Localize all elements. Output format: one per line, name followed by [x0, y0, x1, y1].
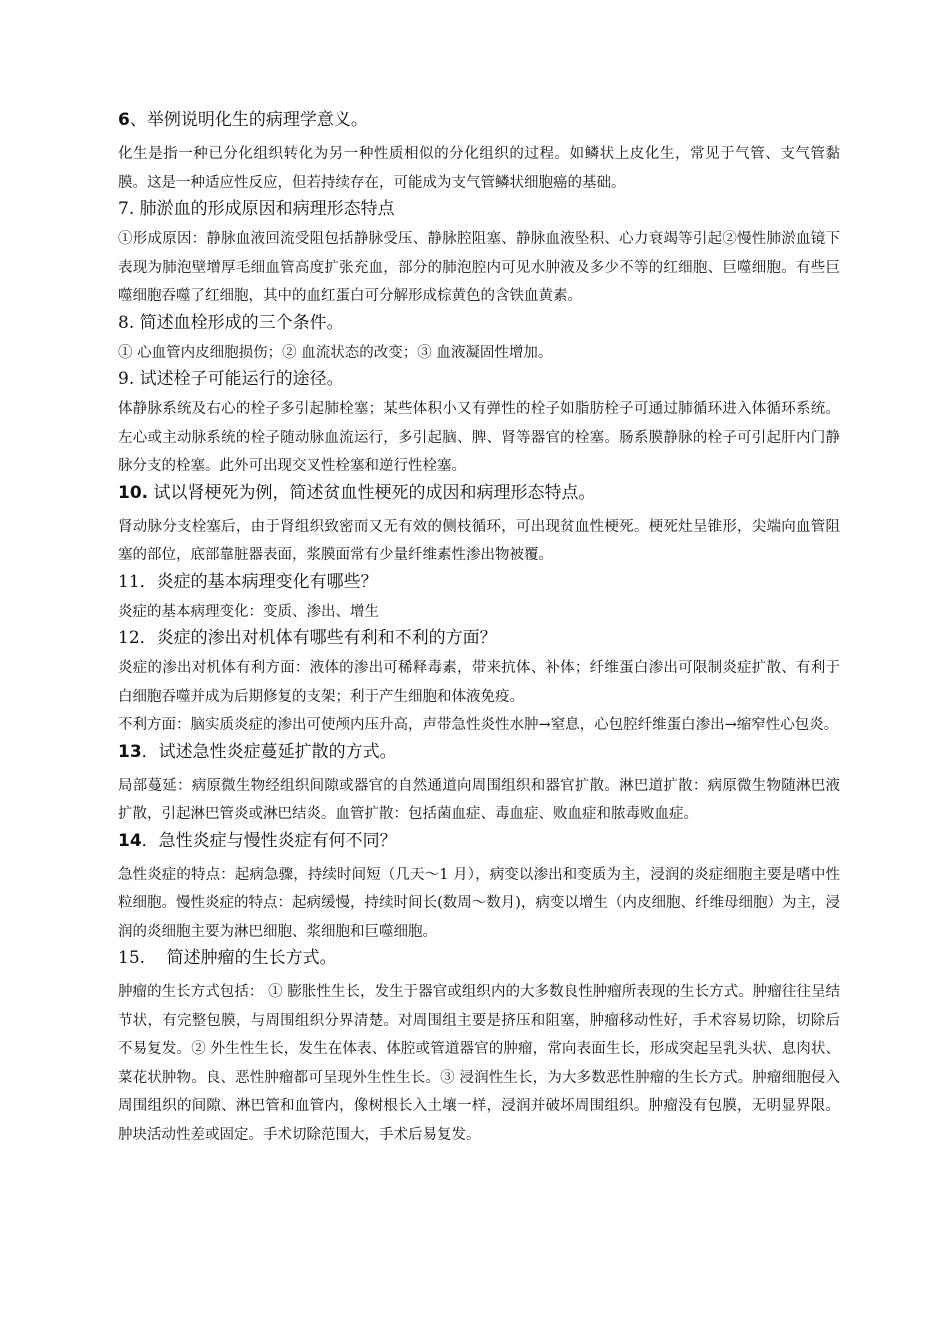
question-text: 简述肿瘤的生长方式。: [145, 948, 337, 968]
question-10: [118, 481, 840, 505]
question-text: 、举例说明化生的病理学意义。: [129, 110, 368, 130]
question-number: 15.: [118, 948, 146, 968]
question-text: ．试述急性炎症蔓延扩散的方式。: [141, 741, 397, 762]
answer-9: 体静脉系统及右心的栓子多引起肺栓塞；某些体积小又有弹性的栓子如脂肪栓子可通过肺循环进入体循环系统。左心或主动脉系统的栓子随动脉血流运行，多引起脑、脾、肾等器官的栓塞。肠系膜静脉的栓子可引起肝内门静脉分支的栓塞。此外可出现交叉性栓塞和逆行性栓塞。: [118, 401, 840, 474]
answer-7: ①形成原因：静脉血液回流受阻包括静脉受压、静脉腔阻塞、静脉血液坠积、心力衰竭等引起②慢性肺淤血镜下表现为肺泡壁增厚毛细血管高度扩张充血，部分的肺泡腔内可见水肿液及多少不等的红细胞、巨噬细胞。有些巨噬细胞吞噬了红细胞，其中的血红蛋白可分解形成棕黄色的含铁血黄素。: [118, 231, 840, 304]
question-12: [118, 626, 840, 650]
answer-15: 肿瘤的生长方式包括： ① 膨胀性生长，发生于器官或组织内的大多数良性肿瘤所表现的生长方式。肿瘤往往呈结节状，有完整包膜，与周围组织分界清楚。对周围组主要是挤压和阻塞，肿瘤移动性好，手术容易切除，切除后不易复发。② 外生性生长，发生在体表、体腔或管道器官的肿瘤，常向表面生长，形成突起呈乳头状、息肉状、菜花状肿物。良、恶性肿瘤都可呈现外生性生长。③ 浸润性生长，为大多数恶性肿瘤的生长方式。肿瘤细胞侵入周围组织的间隙、淋巴管和血管内，像树根长入土壤一样，浸润并破坏周围组织。肿瘤没有包膜，无明显界限。肿块活动性差或固定。手术切除范围大，手术后易复发。: [118, 984, 840, 1143]
answer-13: 局部蔓延：病原微生物经组织间隙或器官的自然通道向周围组织和器官扩散。淋巴道扩散：病原微生物随淋巴液扩散，引起淋巴管炎或淋巴结炎。血管扩散：包括菌血症、毒血症、败血症和脓毒败血症。: [118, 777, 840, 822]
answer-6: 化生是指一种已分化组织转化为另一种性质相似的分化组织的过程。如鳞状上皮化生，常见于气管、支气管黏膜。这是一种适应性反应，但若持续存在，可能成为支气管鳞状细胞癌的基础。: [118, 146, 840, 191]
question-9: [118, 367, 840, 391]
question-number: 8.: [118, 312, 135, 333]
answer-14: 急性炎症的特点：起病急骤，持续时间短（几天～1 月），病变以渗出和变质为主，浸润的炎症细胞主要是嗜中性粒细胞。慢性炎症的特点：起病缓慢，持续时间长(数周～数月)，病变以增生（内皮细胞、纤维母细胞）为主，浸润的炎细胞主要为淋巴细胞、浆细胞和巨噬细胞。: [118, 866, 840, 940]
question-15: [118, 946, 840, 970]
question-text: ．急性炎症与慢性炎症有何不同？: [141, 830, 397, 851]
question-6: [118, 108, 840, 132]
document-page: [118, 108, 840, 1149]
question-text: 试述栓子可能运行的途径。: [134, 369, 344, 389]
question-number: 6: [118, 110, 130, 130]
question-11: [118, 570, 840, 594]
answer-10: 肾动脉分支栓塞后，由于肾组织致密而又无有效的侧枝循环，可出现贫血性梗死。梗死灶呈锥形，尖端向血管阻塞的部位，底部靠脏器表面，浆膜面常有少量纤维素性渗出物被覆。: [118, 518, 840, 563]
question-number: 10.: [118, 482, 149, 503]
question-text: ．炎症的渗出对机体有哪些有利和不利的方面？: [139, 628, 497, 648]
answer-12-cons: 不利方面：脑实质炎症的渗出可使颅内压升高，声带急性炎性水肿→窒息，心包腔纤维蛋白渗出→缩窄性心包炎。: [118, 717, 839, 733]
question-text: ．炎症的基本病理变化有哪些？: [139, 571, 378, 592]
question-number: 9.: [118, 369, 135, 389]
question-number: 14: [118, 830, 142, 851]
question-text: 简述血栓形成的三个条件。: [134, 312, 344, 333]
answer-8: ① 心血管内皮细胞损伤；② 血流状态的改变；③ 血液凝固性增加。: [118, 344, 553, 361]
question-8: [118, 311, 840, 335]
question-14: [118, 829, 840, 853]
question-7: [118, 197, 840, 221]
question-13: [118, 740, 840, 764]
question-number: 12: [118, 628, 140, 648]
answer-11: 炎症的基本病理变化：变质、渗出、增生: [118, 603, 379, 620]
question-number: 13: [118, 741, 142, 762]
question-text: 试以肾梗死为例，简述贫血性梗死的成因和病理形态特点。: [148, 482, 596, 503]
question-number: 7.: [118, 199, 135, 219]
question-number: 11: [118, 571, 140, 592]
question-text: 肺淤血的形成原因和病理形态特点: [134, 199, 395, 219]
answer-12-pros: 炎症的渗出对机体有利方面：液体的渗出可稀释毒素，带来抗体、补体；纤维蛋白渗出可限制炎症扩散、有利于白细胞吞噬并成为后期修复的支架；利于产生细胞和体液免疫。: [118, 660, 840, 705]
